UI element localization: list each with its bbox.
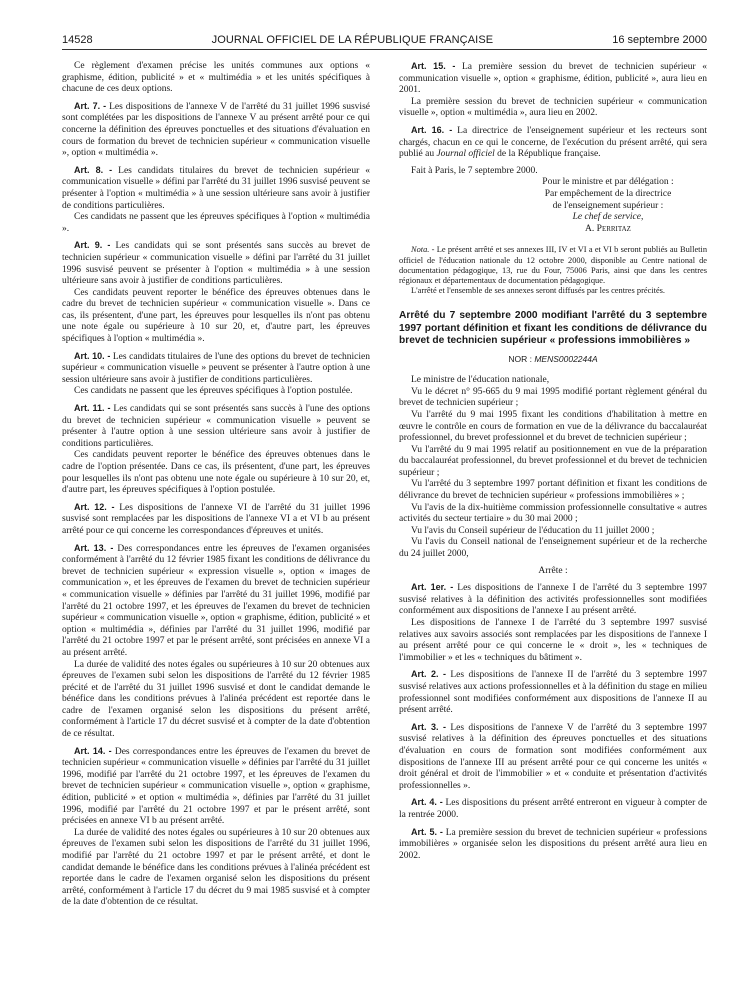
visa: Vu l'avis de la dix-huitième commission professionnelle consultative « autres activités du secteur tertiaire » du 30 mai 2000 ; [399,502,707,525]
article-text: Les candidats titulaires de l'une des options du brevet de technicien supérieur « communication visuelle » peuvent se présenter à l'autre option à une session ultérieure sans avoir à justifier de conditions particulières. [62,351,370,385]
article-13 [62,543,370,660]
arrete-heading: Arrêté du 7 septembre 2000 modifiant l'arrêté du 3 septembre 1997 portant définition et fixant les conditions de délivrance du brevet de technicien supérieur « professions immobilières » [399,310,707,347]
right-column [399,61,707,909]
arrete-word: Arrête : [538,565,568,576]
paragraph: Ces candidats peuvent reporter le bénéfice des épreuves obtenues dans le cadre du brevet de technicien supérieur « communication visuelle ». Dans ce cas, ils présentent, d'une part, les épreuves pour lesquelles ils n'ont pas obtenu une note égale ou supérieure à 10 sur 20, et, d'autre part, les épreuves spécifiques à l'option « multimédia ». [62,287,370,345]
article-label: Art. 8. - [74,164,113,175]
article-label: Art. 3. - [411,721,446,732]
nota [399,245,707,286]
left-column [62,61,370,909]
article-text: Les dispositions de l'annexe I de l'arrêté du 3 septembre 1997 susvisé relatives à la définition des activités professionnelles sont modifiées conformément aux dispositions de l'annexe I au présent arrêté. [399,583,707,617]
journal-name: Journal officiel [436,149,495,160]
signature-block [509,177,707,235]
article-label: Art. 16. - [411,124,453,135]
article-label: Art. 11. - [74,403,111,414]
nota-text: Le présent arrêté et ses annexes III, IV et VI a et VI b seront publiés au Bulletin officiel de l'éducation nationale du 12 octobre 2000, disponible au Centre national de documentation pédagogique, 13, rue du Four, 75006 Paris, ainsi que dans les centres régionaux et départementaux de documentation pédagogique. [399,245,708,285]
article-12 [62,502,370,538]
signature-line: Pour le ministre et par délégation : [542,177,674,188]
article-text: Les candidats qui se sont présentés sans succès au brevet de technicien supérieur « communication visuelle » défini par l'arrêté du 31 juillet 1996 susvisé peuvent se présenter à l'option « multimédia » à une session ultérieure sans avoir à justifier de conditions particulières. [62,241,370,287]
article-label: Art. 2. - [411,669,446,680]
article-label: Art. 14. - [74,745,112,756]
journal-title: JOURNAL OFFICIEL DE LA RÉPUBLIQUE FRANÇAISE [211,34,494,46]
nor-reference [399,354,707,366]
visa: Vu l'avis du Conseil national de l'enseignement supérieur et de la recherche du 24 juillet 2000, [399,537,707,560]
article-text: Les dispositions de l'annexe V de l'arrêté du 31 juillet 1996 susvisé sont complétées par les dispositions de l'annexe V au présent arrêté pour ce qui concerne la définition des épreuves ponctuelles et des situations d'évaluation en cours de formation du brevet de technicien supérieur « communication visuelle », option « multimédia ». [62,101,370,159]
article-text: Les dispositions du présent arrêté entreront en vigueur à compter de la rentrée 2000. [399,798,707,820]
visa: Vu l'avis du Conseil supérieur de l'éducation du 11 juillet 2000 ; [411,525,655,536]
nota-paragraph: L'arrêté et l'ensemble de ses annexes seront diffusés par les centres précités. [411,286,666,296]
article-3 [399,722,707,793]
paragraph: Ces candidats ne passent que les épreuves spécifiques à l'option postulée. [74,386,353,397]
article-text: Des correspondances entre les épreuves de l'examen organisées conformément à l'arrêté du 12 février 1985 fixant les conditions de délivrance du brevet de technicien supérieur « expression visuelle », option « images de communication », et les épreuves de l'examen du brevet de technicien supérieur « communication visuelle » définies par l'arrêté du 31 juillet 1996, modifié par l'arrêté du 21 octobre 1997, et les épreuves de l'examen du brevet de technicien supérieur « communication visuelle », option « graphisme, édition, publicité » et option « multimédia », définies par l'arrêté du 31 juillet 1996, modifié par l'arrêté du 21 octobre 1997 et par le présent arrêté, sont précisées en annexe VI a au présent arrêté. [62,543,370,658]
article-14 [62,746,370,828]
visa: Vu l'arrêté du 9 mai 1995 fixant les conditions d'habilitation à mettre en œuvre le contrôle en cours de formation en vue de la délivrance du baccalauréat professionnel, du brevet professionnel et du brevet de technicien supérieur ; [399,409,707,444]
page-number: 14528 [62,34,93,46]
paragraph: Les dispositions de l'annexe I de l'arrêté du 3 septembre 1997 susvisé relatives aux savoirs associés sont remplacées par les dispositions de l'annexe I au présent arrêté pour ce qui concerne le « droit », les « techniques de l'immobilier » et les « techniques du bâtiment ». [399,618,707,663]
article-label: Art. 12. - [74,501,115,512]
article-label: Art. 15. - [411,61,456,71]
nota-label: Nota. - [411,245,435,255]
article-text: Des correspondances entre les épreuves de l'examen du brevet de technicien supérieur « communication visuelle » définies par l'arrêté du 31 juillet 1996, modifié par l'arrêté du 21 octobre 1997, et les épreuves de l'examen du brevet de technicien supérieur « communication visuelle », option « graphisme, édition, publicité » et option « multimédia », définies par l'arrêté du 31 juillet 1996, modifié par l'arrêté du 21 octobre 1997 et par le présent arrêté, sont précisées en annexe VI b au présent arrêté. [62,746,371,827]
issue-date: 16 septembre 2000 [612,34,707,46]
done-at: Fait à Paris, le 7 septembre 2000. [411,165,538,176]
article-text: La première session du brevet de technicien supérieur « communication visuelle », option « graphisme, édition, publicité », aura lieu en 2001. [399,62,707,96]
nor-label: NOR : [508,353,535,364]
article-text: Les dispositions de l'annexe V de l'arrêté du 3 septembre 1997 susvisé relatives à la définition des épreuves ponctuelles et des situations d'évaluation en cours de formation sont modifiées conformément aux dispositions de l'annexe III au présent arrêté pour ce qui concerne les unités « droit général et droit de l'immobilier » et « conduite et présentation d'activités professionnelles ». [399,722,707,791]
article-9 [62,240,370,287]
signature-line: Par empêchement de la directrice [544,188,672,199]
article-text: La première session du brevet de technicien supérieur « professions immobilières » organisée selon les dispositions du présent arrêté aura lieu en 2002. [399,827,707,861]
paragraph: Ce règlement d'examen précise les unités communes aux options « graphisme, édition, publicité » et « multimédia » et les unités spécifiques à chacune de ces deux options. [62,61,370,95]
article-1 [399,582,707,618]
article-label: Art. 10. - [74,350,111,361]
signature-line: de l'enseignement supérieur : [552,200,664,211]
minister-line: Le ministre de l'éducation nationale, [411,375,550,386]
article-text: Les candidats titulaires du brevet de technicien supérieur « communication visuelle » défini par l'arrêté du 31 juillet 1996 susvisé peuvent se présenter à l'option « multimédia » à une session ultérieure sans avoir à justifier de conditions particulières. [62,165,370,211]
paragraph: Ces candidats ne passent que les épreuves spécifiques à l'option « multimédia ». [62,212,370,234]
article-label: Art. 7. - [74,100,107,111]
article-text: Les dispositions de l'annexe II de l'arrêté du 3 septembre 1997 susvisé relatives aux actions professionnelles et à la définition du stage en milieu professionnel sont modifiées conformément aux dispositions de l'annexe II au présent arrêté. [399,670,707,716]
article-15 [399,61,707,97]
paragraph: La durée de validité des notes égales ou supérieures à 10 sur 20 obtenues aux épreuves de l'examen subi selon les dispositions de l'arrêté du 12 février 1985 précité et de l'arrêté du 31 juillet 1996 susvisé et dont le candidat demande le bénéfice dans les conditions prévues à l'alinéa précédent est reportée dans le cadre de l'examen organisé selon les dispositions du présent arrêté, conformément à l'article 17 du décret susvisé et à compter de la date d'obtention de ce résultat. [62,659,370,740]
article-10 [62,351,370,387]
article-label: Art. 9. - [74,240,111,251]
page-header [62,34,707,50]
signature-role: Le chef de service, [572,212,644,223]
article-8 [62,165,370,212]
article-2 [399,669,707,716]
article-text: Les candidats qui se sont présentés sans succès à l'une des options du brevet de technicien supérieur « communication visuelle » peuvent se présenter à l'autre option à une session ultérieure sans avoir à justifier de conditions particulières. [62,404,371,449]
article-7 [62,101,370,160]
article-text: de la République française. [494,149,601,160]
visa: Vu l'arrêté du 9 mai 1995 relatif au positionnement en vue de la préparation du baccalauréat professionnel, du brevet professionnel et du brevet de technicien supérieur ; [399,444,707,478]
article-label: Art. 1er. - [411,582,454,593]
article-11 [62,403,370,450]
article-text: Les dispositions de l'annexe VI de l'arrêté du 31 juillet 1996 susvisé sont remplacées par les dispositions de l'annexe VI a et VI b au présent arrêté pour ce qui concerne les correspondances d'épreuves et unités. [62,502,370,536]
article-5 [399,827,707,863]
article-label: Art. 5. - [411,826,443,837]
article-label: Art. 13. - [74,542,114,553]
article-4 [399,797,707,821]
paragraph: Ces candidats peuvent reporter le bénéfice des épreuves obtenues dans le cadre de l'option présentée. Dans ce cas, ils présentent, d'une part, les épreuves pour lesquelles ils n'ont pas obtenu une note égale ou supérieure à 10 sur 20, et, d'autre part, les épreuves spécifiques à l'option postulée. [62,450,370,496]
signatory-name: A. Perritaz [585,223,631,234]
nor-code: MENS0002244A [534,353,598,364]
article-text: La directrice de l'enseignement supérieur et les recteurs sont chargés, chacun en ce qui le concerne, de l'exécution du présent arrêté, qui sera publié au [399,125,707,160]
visa: Vu l'arrêté du 3 septembre 1997 portant définition et fixant les conditions de délivrance du brevet de technicien supérieur « professions immobilières » ; [399,479,707,502]
paragraph: La durée de validité des notes égales ou supérieures à 10 sur 20 obtenues aux épreuves de l'examen subi selon les dispositions de l'arrêté du 31 juillet 1996, modifié par l'arrêté du 21 octobre 1997 et par le présent arrêté, et dont le candidat demande le bénéfice dans les conditions prévues à l'alinéa précédent est reportée dans le cadre de l'examen organisé selon les dispositions du présent arrêté, conformément à l'article 17 du décret du 9 mai 1985 susvisé et à compter de la date d'obtention de ce résultat. [62,827,370,908]
paragraph: La première session du brevet de technicien supérieur « communication visuelle », option « multimédia », aura lieu en 2002. [399,96,707,119]
article-16 [399,125,707,161]
article-label: Art. 4. - [411,797,443,808]
visa: Vu le décret n° 95-665 du 9 mai 1995 modifié portant règlement général du brevet de technicien supérieur ; [399,386,707,409]
